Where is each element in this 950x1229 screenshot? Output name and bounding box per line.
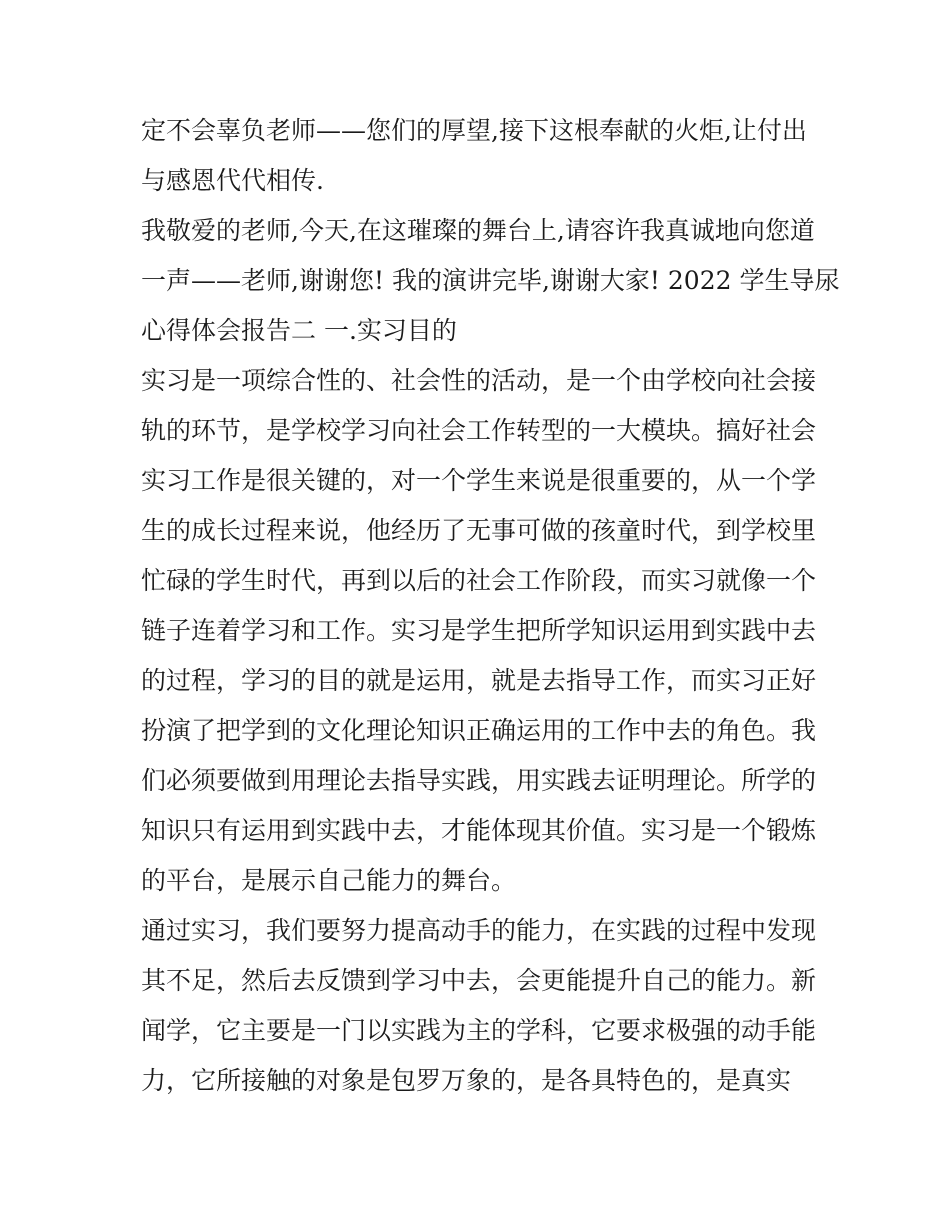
text-line: 轨的环节，是学校学习向社会工作转型的一大模块。搞好社会: [141, 416, 817, 445]
text-line: 通过实习，我们要努力提高动手的能力，在实践的过程中发现: [141, 916, 817, 945]
text-line: 实习是一项综合性的、社会性的活动，是一个由学校向社会接: [141, 366, 817, 395]
text-line: 我敬爱的老师,今天,在这璀璨的舞台上,请容许我真诚地向您道: [141, 216, 815, 245]
text-line: 生的成长过程来说，他经历了无事可做的孩童时代，到学校里: [141, 516, 817, 545]
text-line: 其不足，然后去反馈到学习中去，会更能提升自己的能力。新: [141, 966, 817, 995]
text-line: 的平台，是展示自己能力的舞台。: [141, 866, 517, 895]
text-line: 力，它所接触的对象是包罗万象的，是各具特色的，是真实: [141, 1066, 792, 1095]
text-line: 心得体会报告二 一.实习目的: [141, 316, 457, 345]
text-line: 实习工作是很关键的，对一个学生来说是很重要的，从一个学: [141, 466, 817, 495]
text-line: 闻学，它主要是一门以实践为主的学科，它要求极强的动手能: [141, 1016, 817, 1045]
text-line: 知识只有运用到实践中去，才能体现其价值。实习是一个锻炼: [141, 816, 817, 845]
document-body: [141, 106, 840, 1106]
text-line: 链子连着学习和工作。实习是学生把所学知识运用到实践中去: [141, 616, 817, 645]
text-line: 与感恩代代相传.: [141, 166, 324, 195]
text-line: 扮演了把学到的文化理论知识正确运用的工作中去的角色。我: [141, 716, 817, 745]
text-line: 一声——老师,谢谢您! 我的演讲完毕,谢谢大家! 2022 学生导尿: [141, 266, 840, 295]
text-line: 忙碌的学生时代，再到以后的社会工作阶段，而实习就像一个: [141, 566, 817, 595]
text-line: 的过程，学习的目的就是运用，就是去指导工作，而实习正好: [141, 666, 817, 695]
text-line: 们必须要做到用理论去指导实践，用实践去证明理论。所学的: [141, 766, 817, 795]
text-line: 定不会辜负老师——您们的厚望,接下这根奉献的火炬,让付出: [141, 116, 807, 145]
